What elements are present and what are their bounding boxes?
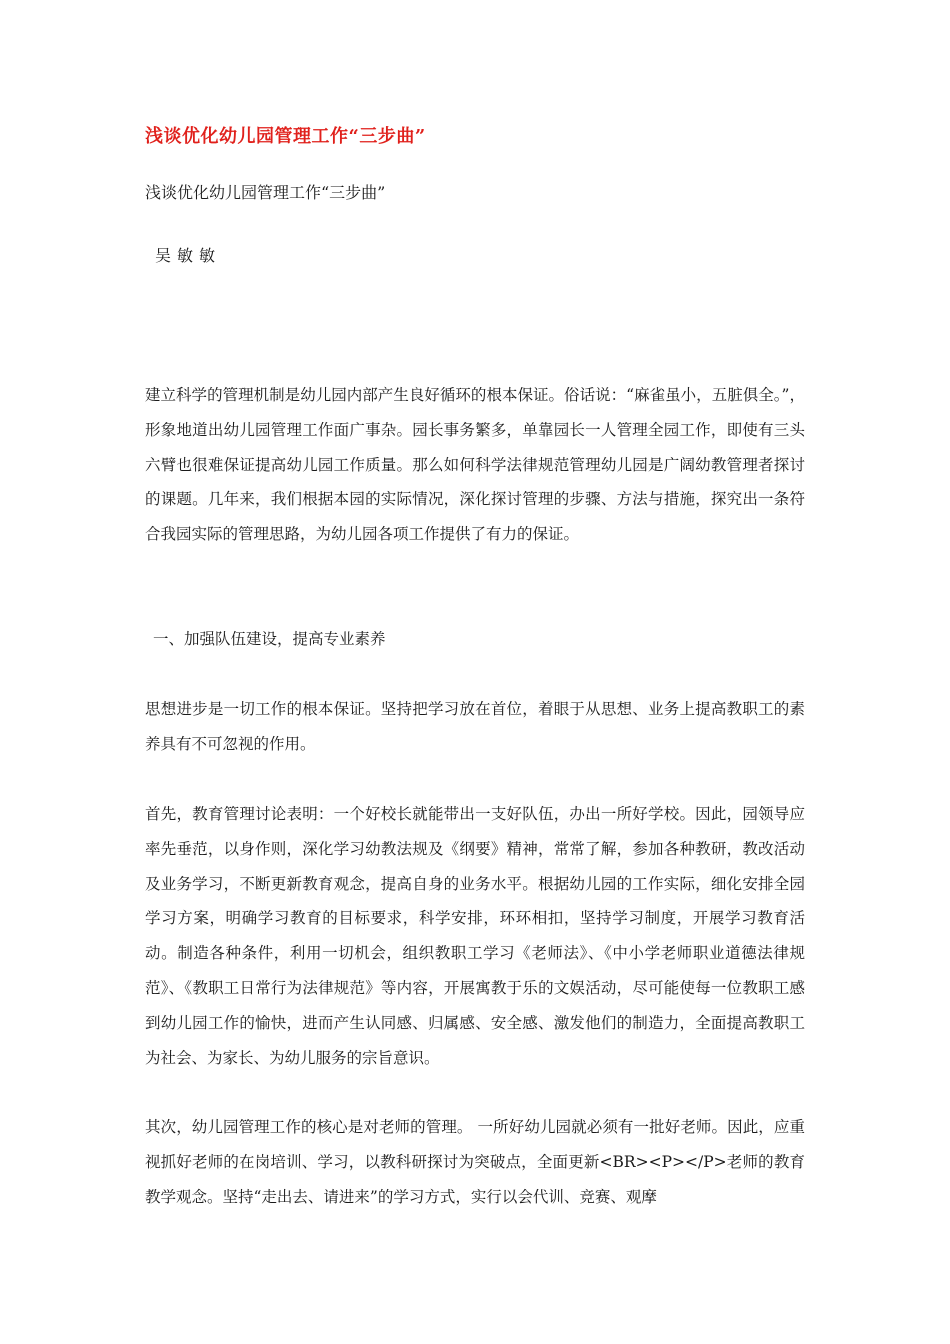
- paragraph-intro: 建立科学的管理机制是幼儿园内部产生良好循环的根本保证。俗话说：“麻雀虽小，五脏俱全。”，形象地道出幼儿园管理工作面广事杂。园长事务繁多，单靠园长一人管理全园工作，即使有三头六臂也很难保证提高幼儿园工作质量。那么如何科学法律规范管理幼儿园是广阔幼教管理者探讨的课题。几年来，我们根据本园的实际情况，深化探讨管理的步骤、方法与措施，探究出一条符合我园实际的管理思路，为幼儿园各项工作提供了有力的保证。: [145, 386, 805, 544]
- author-name: 吴敏敏: [155, 246, 222, 265]
- document-title: 浅谈优化幼儿园管理工作“三步曲”: [145, 126, 426, 147]
- paragraph-first: 首先，教育管理讨论表明：一个好校长就能带出一支好队伍，办出一所好学校。因此，园领导应率先垂范，以身作则，深化学习幼教法规及《纲要》精神，常常了解，参加各种教研，教改活动及业务学习，不断更新教育观念，提高自身的业务水平。根据幼儿园的工作实际，细化安排全园学习方案，明确学习教育的目标要求，科学安排，环环相扣，坚持学习制度，开展学习教育活动。制造各种条件，利用一切机会，组织教职工学习《老师法》、《中小学老师职业道德法律规范》、《教职工日常行为法律规范》等内容，开展寓教于乐的文娱活动，尽可能使每一位教职工感到幼儿园工作的愉快，进而产生认同感、归属感、安全感、激发他们的制造力，全面提高教职工为社会、为家长、为幼儿服务的宗旨意识。: [145, 805, 805, 1067]
- paragraph-second: 其次，幼儿园管理工作的核心是对老师的管理。 一所好幼儿园就必须有一批好老师。因此，应重视抓好老师的在岗培训、学习，以教科研探讨为突破点，全面更新<BR><P></P>老师的教育教学观念。坚持“走出去、请进来”的学习方式，实行以会代训、竞赛、观摩: [145, 1118, 805, 1206]
- section-heading: 一、加强队伍建设，提高专业素养: [153, 630, 386, 648]
- document-subtitle: 浅谈优化幼儿园管理工作“三步曲”: [145, 183, 386, 202]
- paragraph-thought: 思想进步是一切工作的根本保证。坚持把学习放在首位，着眼于从思想、业务上提高教职工的素养具有不可忽视的作用。: [145, 700, 805, 753]
